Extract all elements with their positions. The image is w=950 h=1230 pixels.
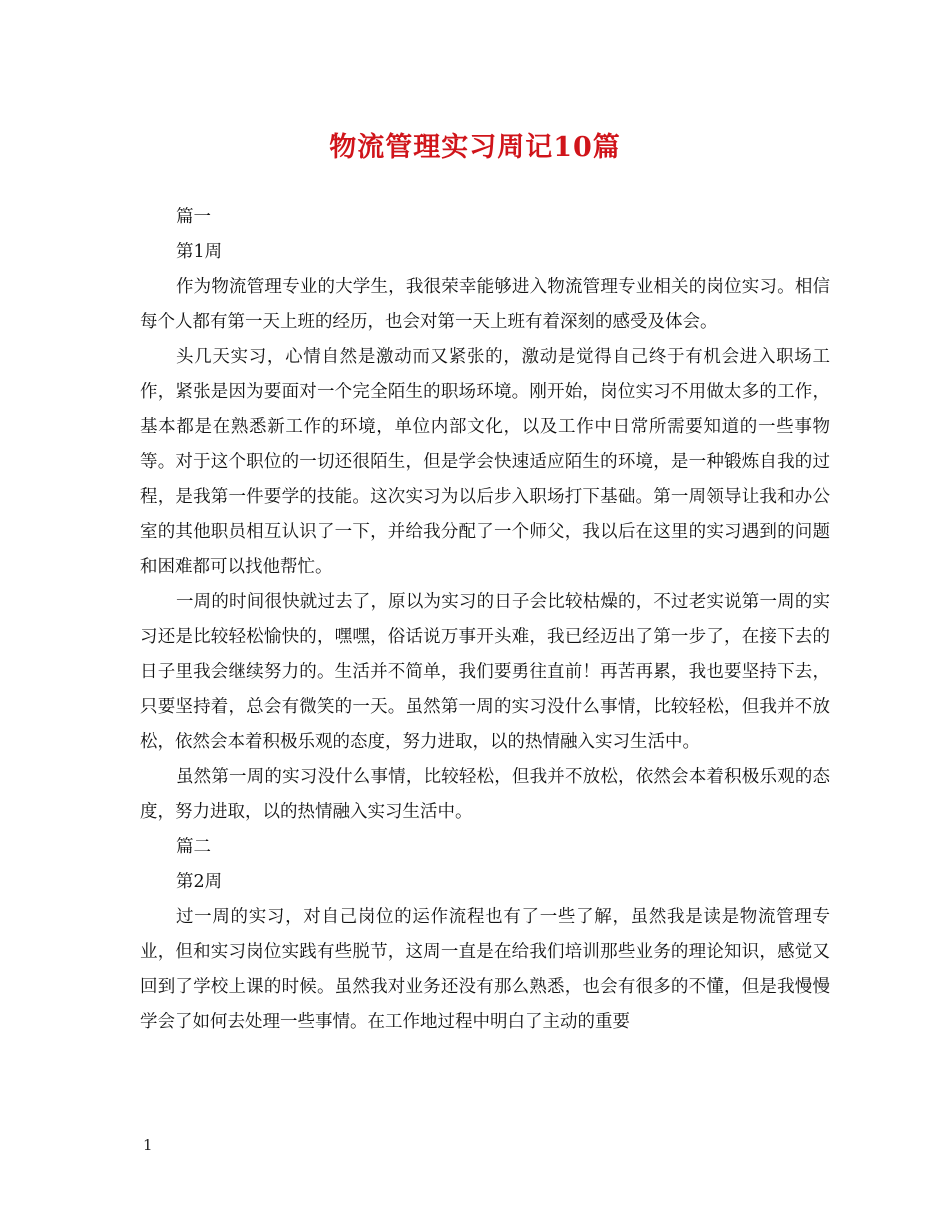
section-label: 篇二	[176, 837, 211, 857]
paragraph: 一周的时间很快就过去了，原以为实习的日子会比较枯燥的，不过老实说第一周的实习还是比较轻松愉快的，嘿嘿，俗话说万事开头难，我已经迈出了第一步了，在接下去的日子里我会继续努力的。生活并不简单，我们要勇往直前！再苦再累，我也要坚持下去，只要坚持着，总会有微笑的一天。虽然第一周的实习没什么事情，比较轻松，但我并不放松，依然会本着积极乐观的态度，努力进取，以的热情融入实习生活中。	[140, 592, 830, 752]
paragraph: 虽然第一周的实习没什么事情，比较轻松，但我并不放松，依然会本着积极乐观的态度，努力进取，以的热情融入实习生活中。	[140, 767, 830, 822]
week-heading: 第2周	[176, 872, 223, 892]
section-label: 篇一	[176, 207, 211, 227]
paragraph: 过一周的实习，对自己岗位的运作流程也有了一些了解，虽然我是读是物流管理专业，但和实习岗位实践有些脱节，这周一直是在给我们培训那些业务的理论知识，感觉又回到了学校上课的时候。虽然我对业务还没有那么熟悉，也会有很多的不懂，但是我慢慢学会了如何去处理一些事情。在工作地过程中明白了主动的重要	[140, 907, 830, 1032]
paragraph: 作为物流管理专业的大学生，我很荣幸能够进入物流管理专业相关的岗位实习。相信每个人都有第一天上班的经历，也会对第一天上班有着深刻的感受及体会。	[140, 277, 830, 332]
page-number: 1	[143, 1136, 153, 1154]
document-title: 物流管理实习周记10篇	[329, 132, 621, 163]
week-heading: 第1周	[176, 242, 223, 262]
paragraph: 头几天实习，心情自然是激动而又紧张的，激动是觉得自己终于有机会进入职场工作，紧张是因为要面对一个完全陌生的职场环境。刚开始，岗位实习不用做太多的工作，基本都是在熟悉新工作的环境，单位内部文化，以及工作中日常所需要知道的一些事物等。对于这个职位的一切还很陌生，但是学会快速适应陌生的环境，是一种锻炼自我的过程，是我第一件要学的技能。这次实习为以后步入职场打下基础。第一周领导让我和办公室的其他职员相互认识了一下，并给我分配了一个师父，我以后在这里的实习遇到的问题和困难都可以找他帮忙。	[140, 347, 830, 577]
document-body	[140, 200, 830, 1040]
